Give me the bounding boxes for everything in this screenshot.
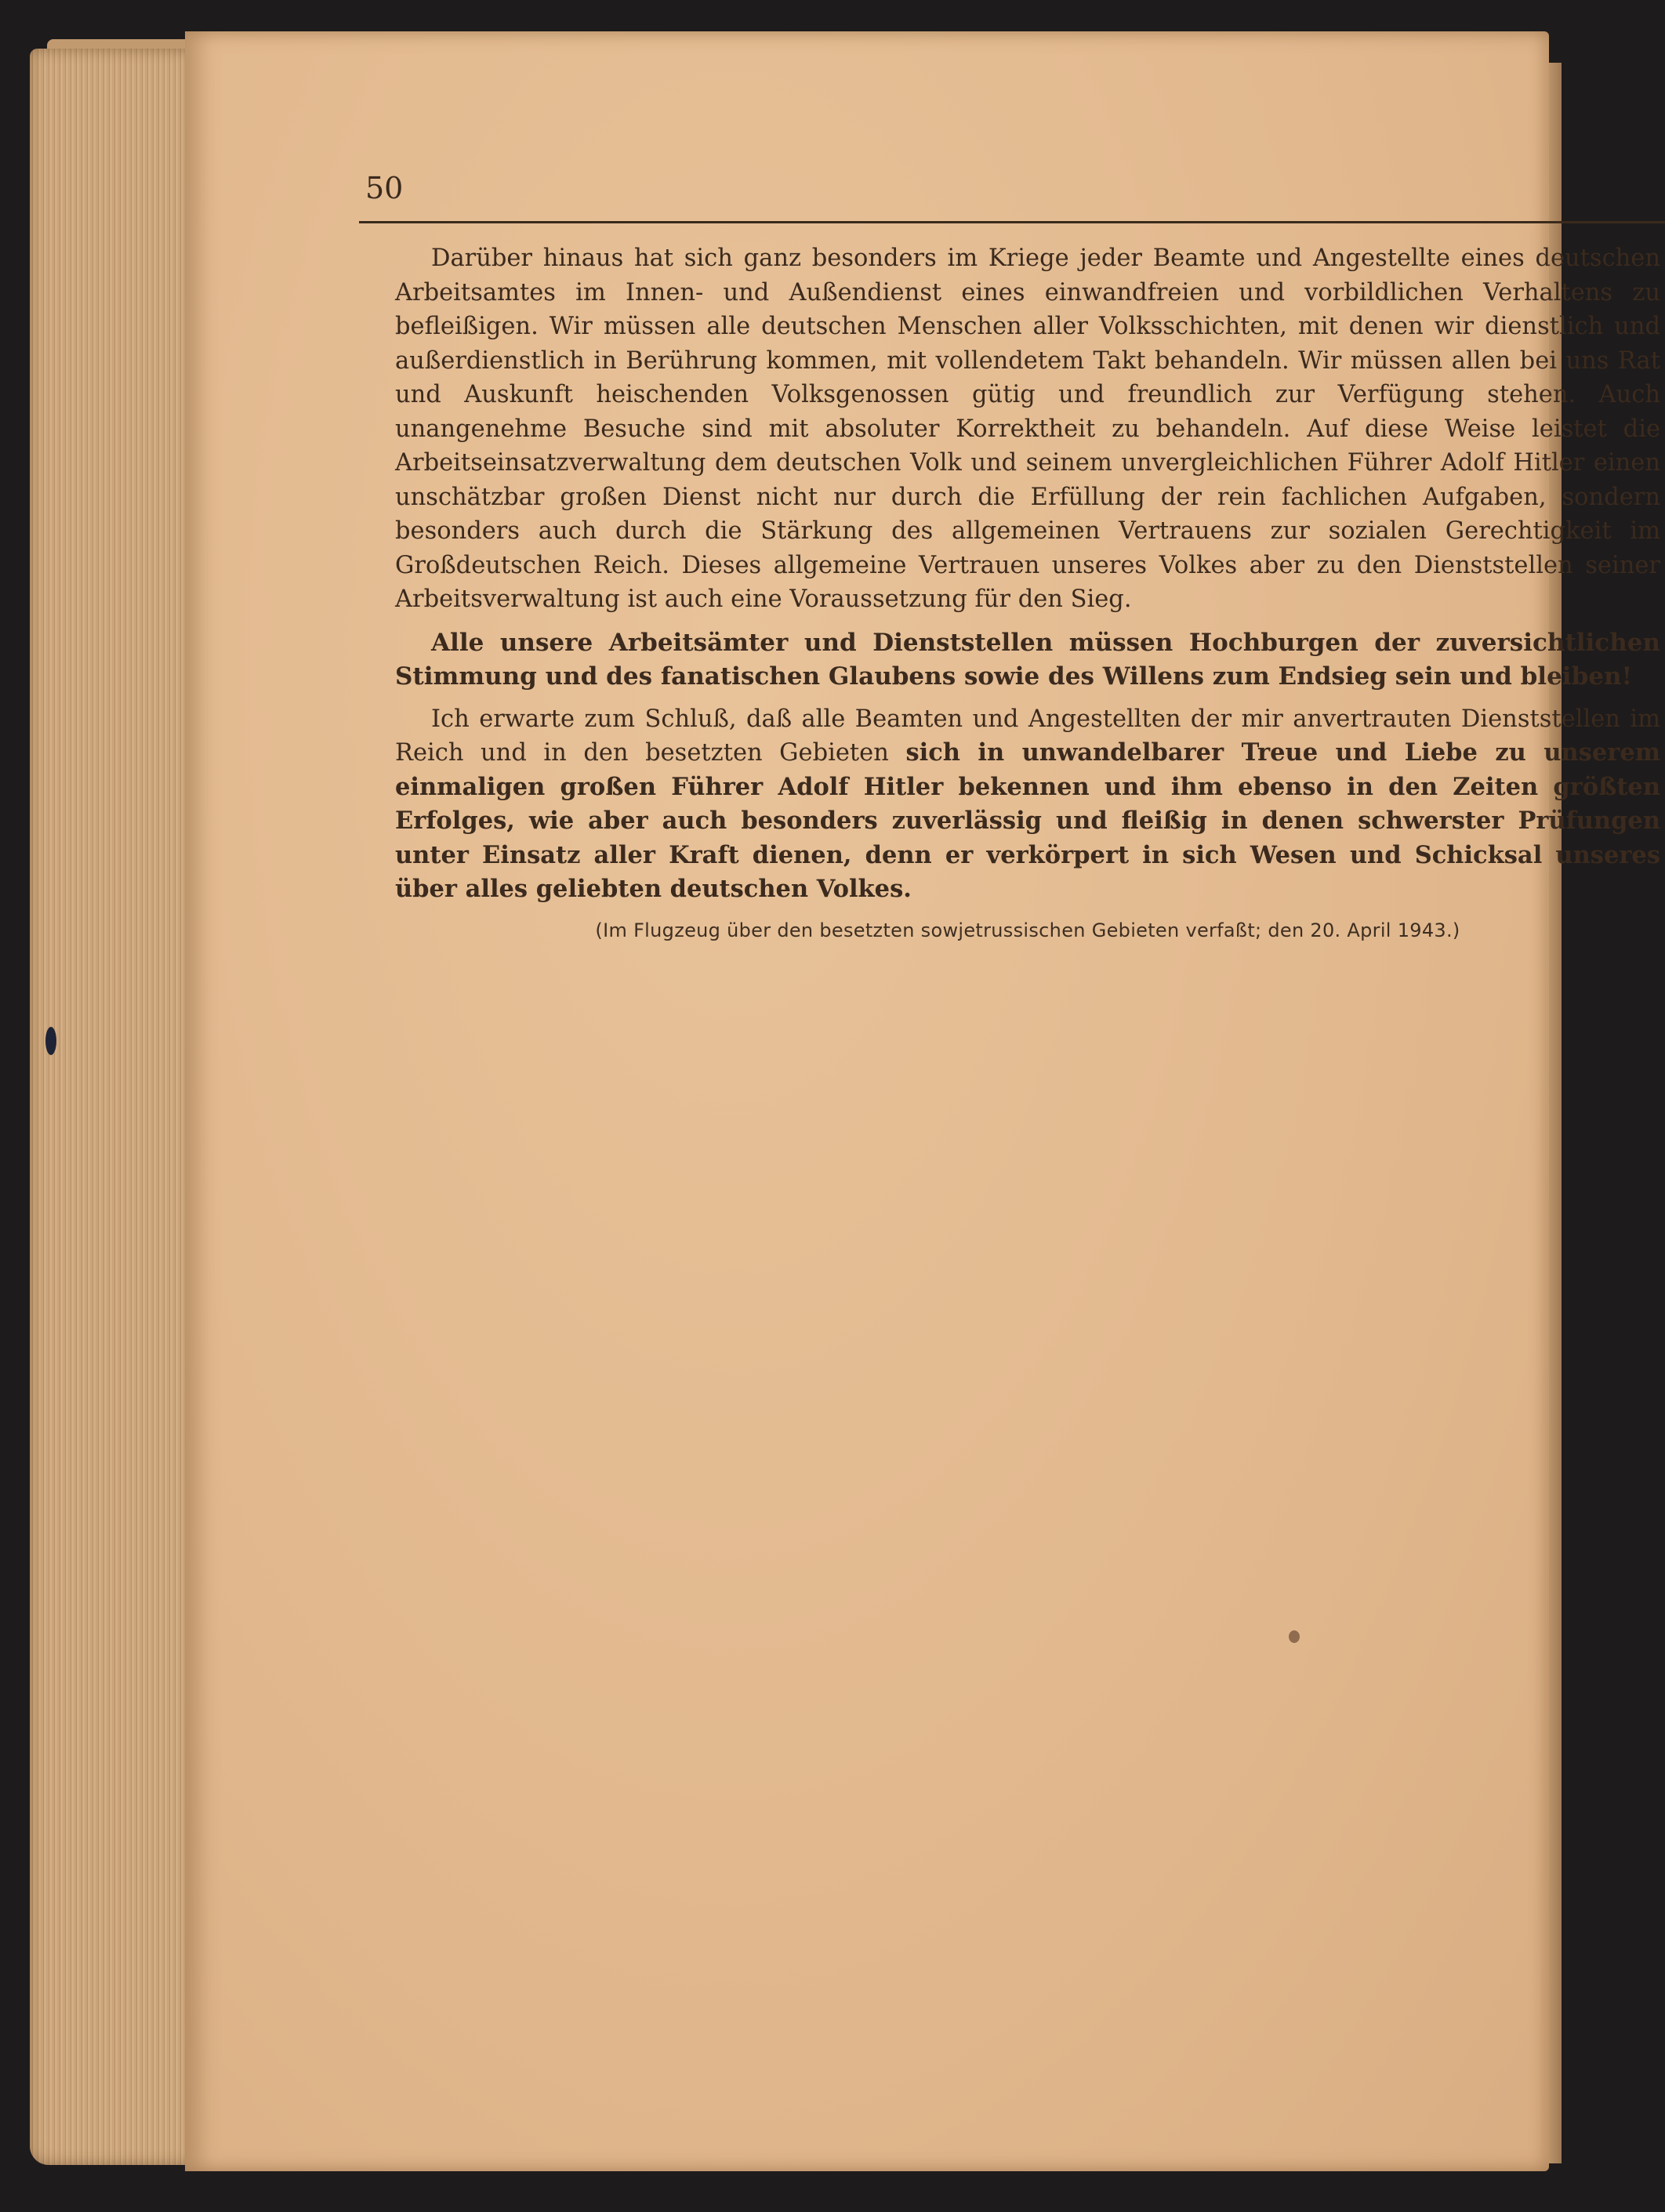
header-rule xyxy=(359,221,1665,223)
paragraph-3-emphasis: sich in unwandelbarer Treue und Liebe zu unserem einmaligen großen Führer Adolf Hitler bekennen und ihm ebenso in den Zeiten größten Erfolges, wie aber auch besonders zuverlässig und fleißig in denen schwerster Prüfungen unter Einsatz aller Kraft dienen, denn er verkörpert in sich Wesen und Schicksal unseres über alles geliebten deutschen Volkes. xyxy=(395,738,1660,903)
ink-blot xyxy=(1289,1630,1300,1643)
paragraph-3 xyxy=(395,702,1660,907)
paragraph-3-lead: Ich erwarte zum Schluß, daß alle Beamten und Angestellten der mir anvertrauten Dienststellen im Reich und in den besetzten Gebieten xyxy=(395,705,1660,767)
page-number: 50 xyxy=(365,171,404,205)
paragraph-2-bold: Alle unsere Arbeitsämter und Dienststellen müssen Hochburgen der zuversichtlichen Stimmung und des fanatischen Glaubens sowie des Willens zum Endsieg sein und bleiben! xyxy=(395,628,1660,691)
paragraph-1: Darüber hinaus hat sich ganz besonders im Kriege jeder Beamte und Angestellte eines deutschen Arbeitsamtes im Innen- und Außendienst eines einwandfreien und vorbildlichen Verhaltens zu befleißigen. Wir müssen alle deutschen Menschen aller Volksschichten, mit denen wir dienstlich und außerdienstlich in Berührung kommen, mit vollendetem Takt behandeln. Wir müssen allen bei uns Rat und Auskunft heischenden Volksgenossen gütig und freundlich zur Verfügung stehen. Auch unangenehme Besuche sind mit absoluter Korrektheit zu behandeln. Auf diese Weise leistet die Arbeitseinsatzverwaltung dem deutschen Volk und seinem unvergleichlichen Führer Adolf Hitler einen unschätzbar großen Dienst nicht nur durch die Erfüllung der rein fachlichen Aufgaben, sondern besonders auch durch die Stärkung des allgemeinen Vertrauens zur sozialen Gerechtigkeit im Großdeutschen Reich. Dieses allgemeine Vertrauen unseres Volkes aber zu den Dienststellen seiner Arbeitsverwaltung ist auch eine Voraussetzung für den Sieg. xyxy=(395,245,1660,613)
spine-mark xyxy=(45,1027,56,1055)
page-body xyxy=(395,241,1660,941)
page-stack-edges xyxy=(30,49,194,2165)
book-page xyxy=(185,31,1660,2171)
closing-note: (Im Flugzeug über den besetzten sowjetrussischen Gebieten verfaßt; den 20. April 1943.) xyxy=(595,919,1460,941)
